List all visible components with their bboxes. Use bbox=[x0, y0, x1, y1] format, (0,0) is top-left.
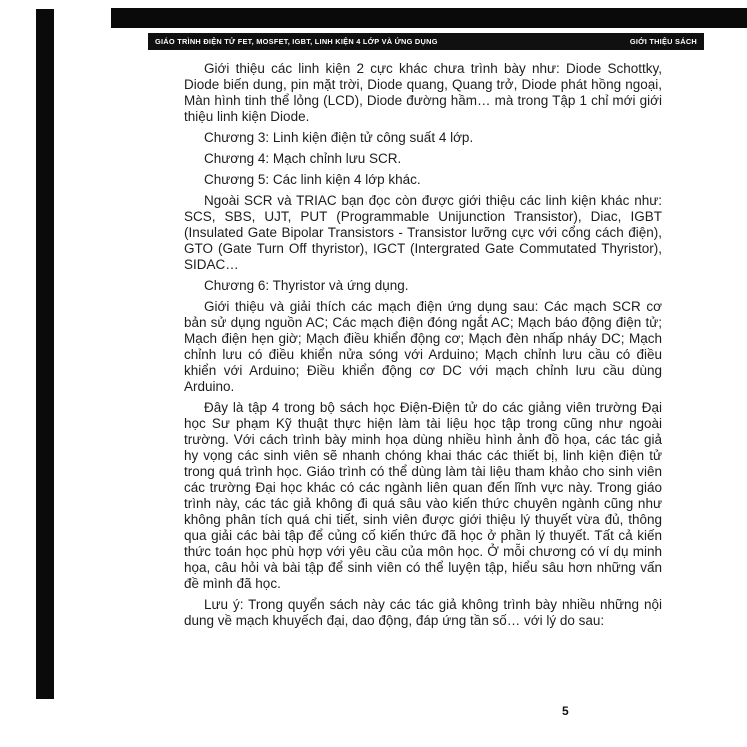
header-right-title: GIỚI THIỆU SÁCH bbox=[629, 37, 697, 46]
paragraph: Giới thiệu và giải thích các mạch điện ứng dụng sau: Các mạch SCR cơ bản sử dụng nguồn AC; Các mạch điện đóng ngắt AC; Mạch báo động điện tử; Mạch điện hẹn giờ; Mạch điều khiển động cơ; Mạch đèn nhấp nháy DC; Mạch chỉnh lưu có điều khiển nửa sóng với Arduino; Mạch chỉnh lưu cầu có điều khiển với Arduino; Điều khiển động cơ DC với mạch chỉnh lưu cầu dùng Arduino. bbox=[184, 299, 662, 394]
paragraph: Ngoài SCR và TRIAC bạn đọc còn được giới thiệu các linh kiện khác như: SCS, SBS, UJT, PUT (Programmable Unijunction Transistor), Diac, IGBT (Insulated Gate Bipolar Transistors - Transistor lưỡng cực với cổng cách điện), GTO (Gate Turn Off thyristor), IGCT (Intergrated Gate Commutated Thyristor), SIDAC… bbox=[184, 193, 662, 272]
paragraph-chapter-6: Chương 6: Thyristor và ứng dụng. bbox=[204, 278, 409, 293]
header-left-title: GIÁO TRÌNH ĐIỆN TỬ FET, MOSFET, IGBT, LINH KIỆN 4 LỚP VÀ ỨNG DỤNG bbox=[155, 37, 438, 46]
paragraph-note: Lưu ý: Trong quyển sách này các tác giả không trình bày nhiều những nội dung về mạch khuyếch đại, dao động, đáp ứng tần số… với lý do sau: bbox=[184, 597, 662, 628]
page-header-bar bbox=[148, 33, 704, 50]
paragraph-chapter-4: Chương 4: Mạch chỉnh lưu SCR. bbox=[204, 151, 402, 166]
scan-edge-left bbox=[36, 9, 54, 699]
page-body bbox=[184, 61, 662, 634]
page-number: 5 bbox=[562, 704, 569, 718]
paragraph: Giới thiệu các linh kiện 2 cực khác chưa trình bày như: Diode Schottky, Diode biến dung, pin mặt trời, Diode quang, Quang trở, Diode phát hồng ngoại, Màn hình tinh thể lỏng (LCD), Diode đường hầm… mà trong Tập 1 chỉ mới giới thiệu linh kiện Diode. bbox=[184, 61, 662, 124]
paragraph-chapter-3: Chương 3: Linh kiện điện tử công suất 4 lớp. bbox=[204, 130, 474, 145]
paragraph-chapter-5: Chương 5: Các linh kiện 4 lớp khác. bbox=[204, 172, 421, 187]
scan-edge-top bbox=[111, 8, 747, 28]
paragraph: Đây là tập 4 trong bộ sách học Điện-Điện tử do các giảng viên trường Đại học Sư phạm Kỹ thuật thực hiện làm tài liệu học tập trong cũng như ngoài trường. Với cách trình bày minh họa dùng nhiều hình ảnh đồ họa, các tác giả hy vọng các sinh viên sẽ nhanh chóng khai thác các thiết bị, linh kiện điện tử trong quá trình học. Giáo trình có thể dùng làm tài liệu tham khảo cho sinh viên các trường Đại học khác có các ngành liên quan đến lĩnh vực này. Trong giáo trình này, các tác giả không đi quá sâu vào kiến thức chuyên ngành cũng như không phân tích quá chi tiết, sinh viên được giới thiệu lý thuyết vừa đủ, thông qua giải các bài tập để củng cố kiến thức đã học ở phần lý thuyết. Tất cả kiến thức toán học phù hợp với yêu cầu của môn học. Ở mỗi chương có ví dụ minh họa, câu hỏi và bài tập để sinh viên có thể luyện tập, hiểu sâu hơn những vấn đề mình đã học. bbox=[184, 400, 662, 591]
